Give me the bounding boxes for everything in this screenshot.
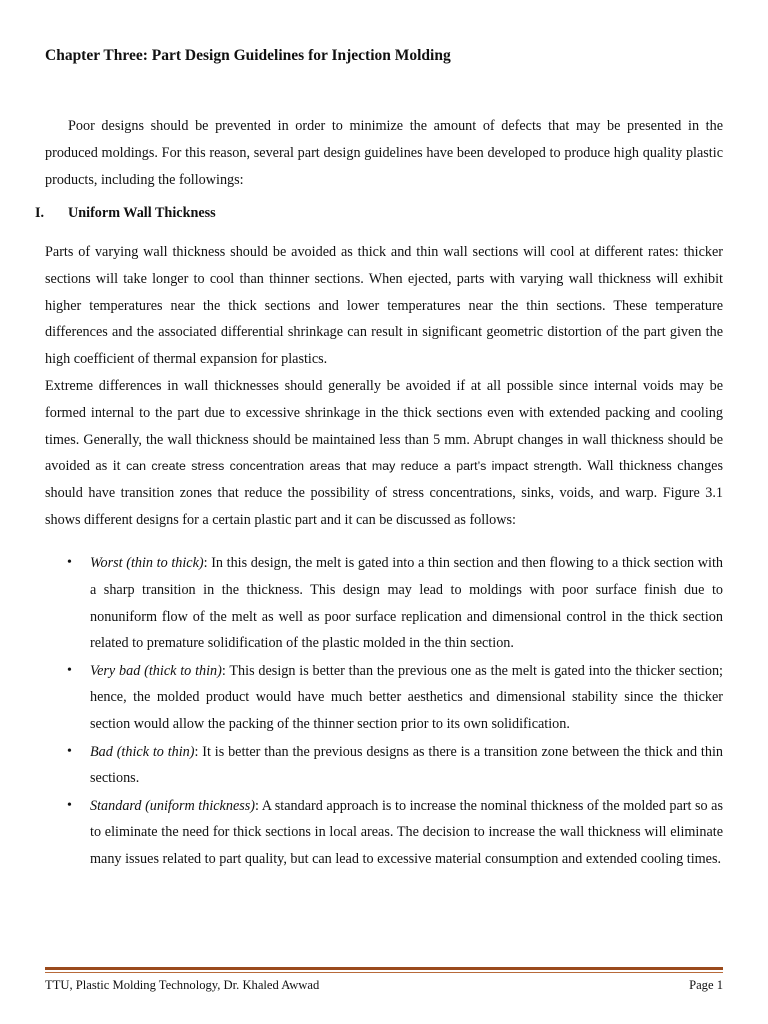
footer-divider bbox=[45, 967, 723, 970]
section-title: Uniform Wall Thickness bbox=[68, 205, 216, 221]
paragraph-2-part-c: . Wall thickness changes should have transition zones that reduce the possibility of stress concentrations, sinks, voids, and warp. Figure 3.1 shows different designs for a certain plastic part and it can be discussed as follows: bbox=[45, 458, 723, 528]
chapter-title: Chapter Three: Part Design Guidelines for Injection Molding bbox=[45, 47, 451, 64]
paragraph-2-highlight: can create stress concentration areas that may reduce a part’s impact strength bbox=[126, 459, 579, 474]
bullet-term: Worst (thin to thick) bbox=[90, 555, 204, 571]
list-item bbox=[45, 658, 723, 738]
footer-divider-thin bbox=[45, 972, 723, 973]
bullet-text: : This design is better than the previous one as the melt is gated into the thicker section; hence, the molded product would have much better aesthetics and dimensional stability since the thicker section would allow the packing of the thinner section prior to its own solidification. bbox=[90, 662, 723, 733]
footer-page-number: Page 1 bbox=[689, 978, 723, 992]
footer-course-info: TTU, Plastic Molding Technology, Dr. Khaled Awwad bbox=[45, 978, 320, 992]
bullet-text: : A standard approach is to increase the nominal thickness of the molded part so as to eliminate the need for thick sections in local areas. The decision to increase the wall thickness will eliminate many issues related to part quality, but can lead to excessive material consumption and extended cooling times. bbox=[90, 797, 723, 868]
document-page bbox=[35, 0, 723, 1024]
bullet-icon: • bbox=[67, 797, 72, 813]
list-item bbox=[45, 550, 723, 657]
paragraph-2-part-a: Extreme differences in wall thicknesses should generally be avoided if at all possible since internal voids may be formed internal to the part due to excessive shrinkage in the thick sections even with extended packing and cooling times. Generally, the wall thickness should be maintained less than 5 mm. Abrupt changes in wall thickness should be avoided as it bbox=[45, 378, 723, 475]
section-heading bbox=[35, 205, 216, 222]
bullet-term: Bad (thick to thin) bbox=[90, 743, 195, 760]
bullet-text: : It is better than the previous designs as there is a transition zone between the thick and thin sections. bbox=[90, 743, 723, 787]
bullet-term: Standard (uniform thickness) bbox=[90, 797, 256, 814]
paragraph-wall-thickness-2 bbox=[45, 373, 723, 534]
bullet-icon: • bbox=[67, 555, 72, 570]
paragraph-wall-thickness-1: Parts of varying wall thickness should be avoided as thick and thin wall sections will cool at different rates: thicker sections will take longer to cool than thinner sections. When ejected, parts with varying wall thickness will exhibit higher temperatures near the thick sections and lower temperatures near the thin sections. These temperature differences and the associated differential shrinkage can result in significant geometric distortion of the part given the high coefficient of thermal expansion for plastics. bbox=[45, 244, 723, 368]
bullet-text: : In this design, the melt is gated into a thin section and then flowing to a thick section with a sharp transition in the thickness. This design may lead to moldings with poor surface finish due to nonuniform flow of the melt as well as poor surface replication and dimensional control in the thick section related to premature solidification of the plastic molded in the thin section. bbox=[90, 555, 723, 652]
intro-paragraph: Poor designs should be prevented in order to minimize the amount of defects that may be presented in the produced moldings. For this reason, several part design guidelines have been developed to produce high quality plastic products, including the followings: bbox=[45, 118, 723, 188]
bullet-icon: • bbox=[67, 662, 72, 678]
list-item bbox=[45, 739, 723, 793]
list-item bbox=[45, 793, 723, 873]
bullet-icon: • bbox=[67, 743, 72, 759]
bullet-term: Very bad (thick to thin) bbox=[90, 662, 222, 679]
design-bullet-list bbox=[45, 550, 723, 874]
section-number: I. bbox=[35, 205, 45, 221]
